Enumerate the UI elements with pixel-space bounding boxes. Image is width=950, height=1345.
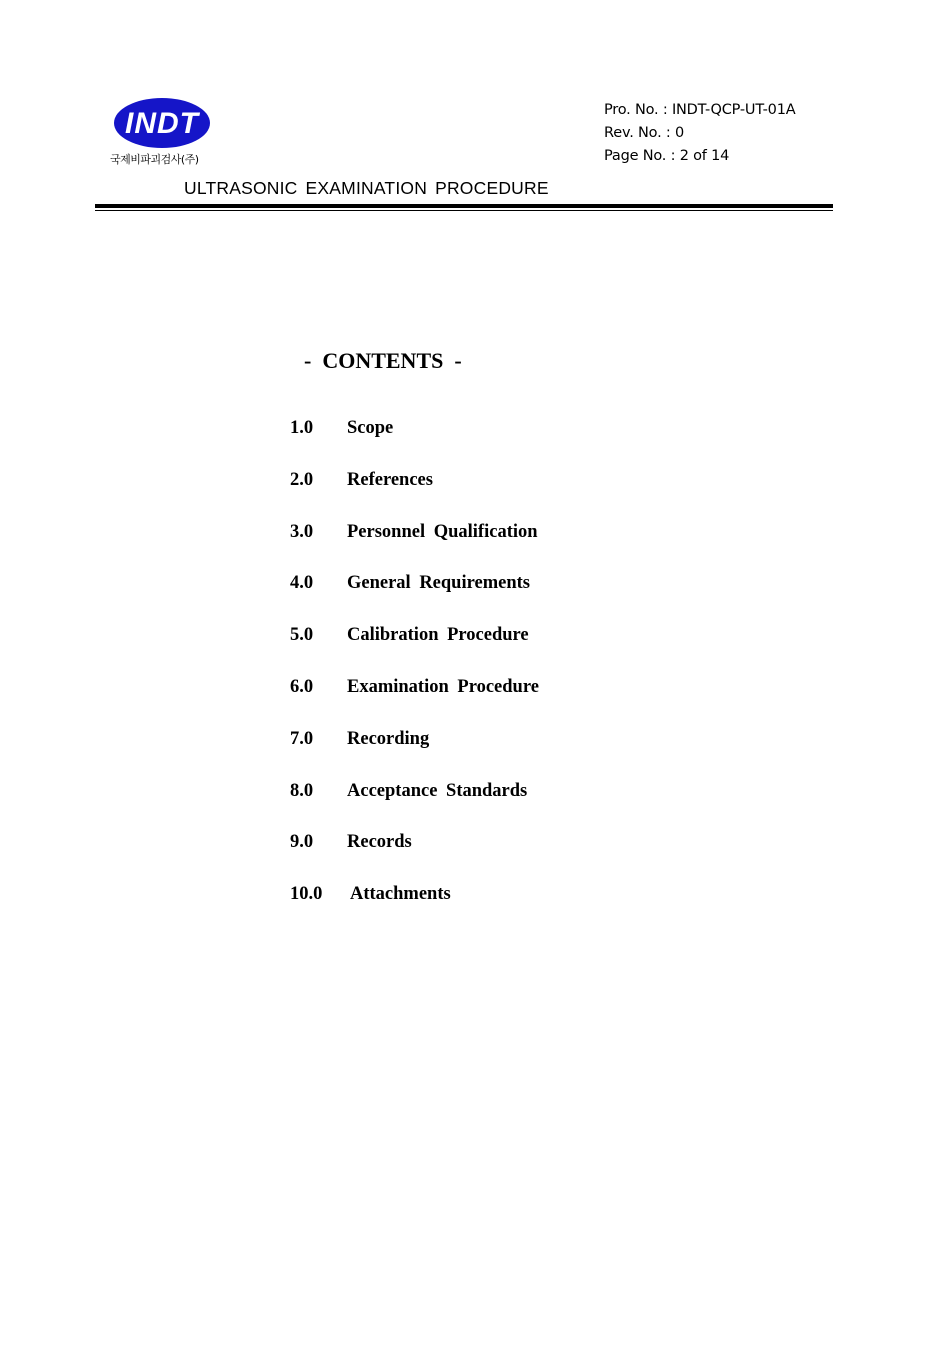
toc-label: Attachments xyxy=(350,884,451,905)
toc-item xyxy=(290,781,539,833)
document-meta xyxy=(604,99,795,168)
table-of-contents xyxy=(290,418,539,936)
toc-label: Recording xyxy=(347,728,430,749)
toc-item xyxy=(290,729,539,781)
toc-number: 10.0 xyxy=(290,884,323,905)
toc-number: 8.0 xyxy=(290,780,314,801)
header-rule-thin xyxy=(95,210,833,211)
header-rule-thick xyxy=(95,204,833,208)
toc-number: 6.0 xyxy=(290,676,314,697)
page-number: Page No. : 2 of 14 xyxy=(604,148,730,164)
toc-item xyxy=(290,884,539,936)
indt-logo xyxy=(113,96,211,150)
toc-label: Personnel Qualification xyxy=(347,521,538,542)
toc-number: 2.0 xyxy=(290,469,314,490)
toc-number: 7.0 xyxy=(290,728,314,749)
revision-number: Rev. No. : 0 xyxy=(604,125,685,141)
contents-title: - CONTENTS - xyxy=(304,348,462,373)
toc-label: Calibration Procedure xyxy=(347,625,529,646)
toc-item xyxy=(290,677,539,729)
toc-number: 5.0 xyxy=(290,625,314,646)
toc-label: General Requirements xyxy=(347,573,530,594)
document-title: ULTRASONIC EXAMINATION PROCEDURE xyxy=(184,178,549,198)
toc-item xyxy=(290,470,539,522)
toc-item xyxy=(290,625,539,677)
toc-number: 4.0 xyxy=(290,573,314,594)
toc-label: Records xyxy=(347,832,412,853)
toc-label: Scope xyxy=(347,418,394,438)
toc-label: Examination Procedure xyxy=(347,676,539,697)
toc-item xyxy=(290,522,539,574)
procedure-number: Pro. No. : INDT-QCP-UT-01A xyxy=(604,102,796,118)
toc-item xyxy=(290,418,539,470)
toc-number: 1.0 xyxy=(290,418,314,438)
logo-text: INDT xyxy=(125,107,199,140)
toc-item xyxy=(290,832,539,884)
toc-label: References xyxy=(347,469,433,490)
toc-item xyxy=(290,573,539,625)
toc-label: Acceptance Standards xyxy=(347,780,528,801)
toc-number: 9.0 xyxy=(290,832,314,853)
company-name: 국제비파괴검사(주) xyxy=(110,153,199,166)
toc-number: 3.0 xyxy=(290,521,314,542)
